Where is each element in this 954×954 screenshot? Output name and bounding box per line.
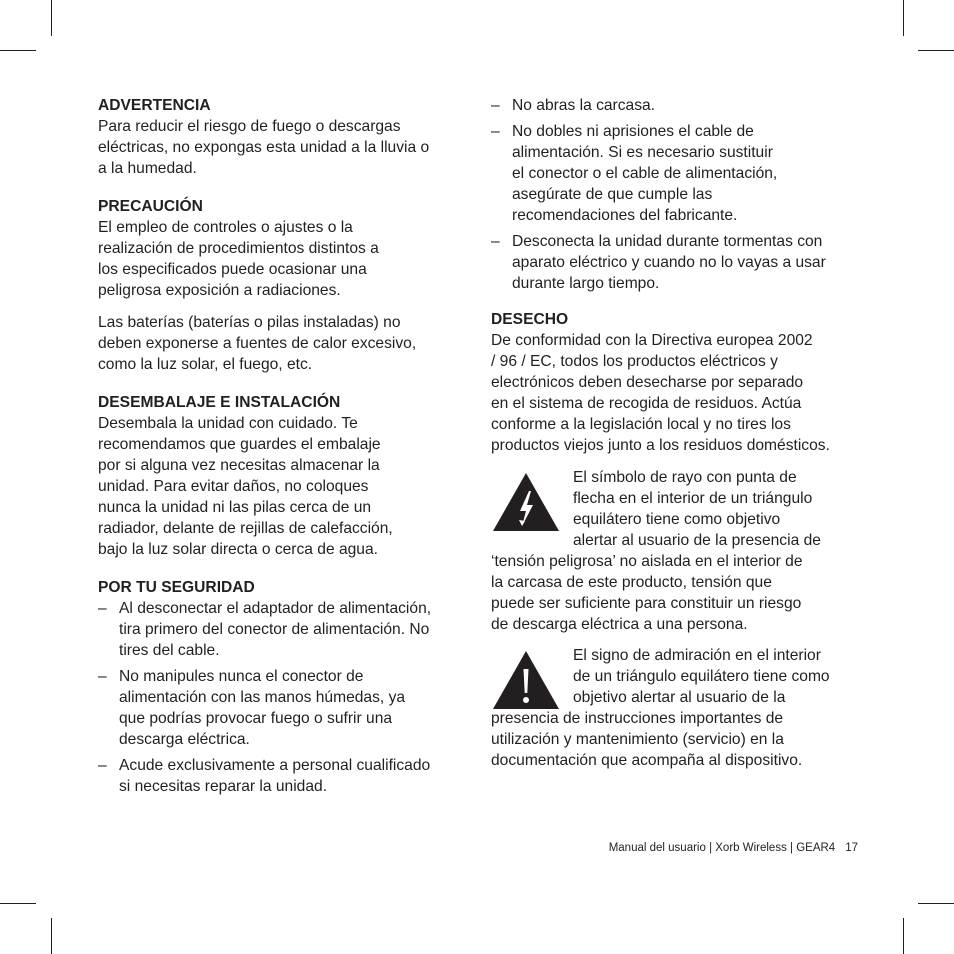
list-item-text: No dobles ni aprisiones el cable de alimentación. Si es necesario sustituir el conector o el cable de alimentación, asegúrate de que cumple las recomendaciones del fabricante. bbox=[512, 123, 778, 224]
crop-mark bbox=[0, 903, 36, 904]
crop-mark bbox=[903, 0, 904, 36]
list-item bbox=[491, 231, 861, 294]
section-body: Para reducir el riesgo de fuego o descargas eléctricas, no expongas esta unidad a la lluvia o a la humedad. bbox=[98, 118, 430, 177]
dash-bullet: – bbox=[491, 233, 500, 250]
list-item bbox=[98, 598, 468, 661]
right-column bbox=[491, 95, 861, 781]
section-body: De conformidad con la Directiva europea 2002 / 96 / EC, todos los productos eléctricos y electrónicos deben desecharse por separado en el sistema de recogida de residuos. Actúa conforme a la legislación local y no tires los productos viejos junto a los residuos domésticos. bbox=[491, 332, 830, 454]
lightning-triangle-icon bbox=[491, 471, 561, 533]
dash-bullet: – bbox=[98, 757, 107, 774]
section-precaucion bbox=[98, 196, 468, 301]
section-heading: DESECHO bbox=[491, 311, 569, 328]
list-item bbox=[491, 121, 861, 226]
list-item-text: Desconecta la unidad durante tormentas con aparato eléctrico y cuando no lo vayas a usar durante largo tiempo. bbox=[512, 233, 826, 292]
crop-mark bbox=[51, 918, 52, 954]
safety-list bbox=[98, 598, 468, 797]
section-body: Las baterías (baterías o pilas instaladas) no deben exponerse a fuentes de calor excesivo, como la luz solar, el fuego, etc. bbox=[98, 314, 417, 373]
dash-bullet: – bbox=[491, 97, 500, 114]
list-item-text: Acude exclusivamente a personal cualificado si necesitas reparar la unidad. bbox=[119, 757, 431, 795]
section-body: Desembala la unidad con cuidado. Te recomendamos que guardes el embalaje por si alguna vez necesitas almacenar la unidad. Para evitar daños, no coloques nunca la unidad ni las pilas cerca de un radiador, delante de rejillas de calefacción, bajo la luz solar directa o cerca de agua. bbox=[98, 415, 393, 558]
section-heading: ADVERTENCIA bbox=[98, 97, 211, 114]
dash-bullet: – bbox=[491, 123, 500, 140]
notice-text-indented: El signo de admiración en el interior de un triángulo equilátero tiene como objetivo alertar al usuario de la bbox=[573, 647, 830, 706]
notice-text-indented: El símbolo de rayo con punta de flecha en el interior de un triángulo equilátero tiene como objetivo alertar al usuario de la presencia de bbox=[573, 469, 821, 549]
list-item bbox=[98, 755, 468, 797]
section-heading: POR TU SEGURIDAD bbox=[98, 579, 255, 596]
safety-list-continued bbox=[491, 95, 861, 294]
section-body: El empleo de controles o ajustes o la realización de procedimientos distintos a los especificados puede ocasionar una peligrosa exposición a radiaciones. bbox=[98, 219, 379, 299]
notice-text: presencia de instrucciones importantes de utilización y mantenimiento (servicio) en la documentación que acompaña al dispositivo. bbox=[491, 710, 803, 769]
exclamation-triangle-icon bbox=[491, 649, 561, 711]
section-advertencia bbox=[98, 95, 468, 179]
footer-text: Manual del usuario | Xorb Wireless | GEAR4 bbox=[608, 842, 836, 854]
crop-mark bbox=[918, 903, 954, 904]
crop-mark bbox=[903, 918, 904, 954]
crop-mark bbox=[51, 0, 52, 36]
list-item-text: Al desconectar el adaptador de alimentación, tira primero del conector de alimentación. No tires del cable. bbox=[119, 600, 432, 659]
exclamation-notice bbox=[491, 645, 861, 771]
list-item-text: No abras la carcasa. bbox=[512, 97, 656, 114]
list-item-text: No manipules nunca el conector de alimentación con las manos húmedas, ya que podrías provocar fuego o sufrir una descarga eléctrica. bbox=[119, 668, 406, 748]
section-heading: PRECAUCIÓN bbox=[98, 198, 203, 215]
section-seguridad bbox=[98, 577, 468, 797]
section-desembalaje bbox=[98, 392, 468, 560]
list-item bbox=[491, 95, 861, 116]
list-item bbox=[98, 666, 468, 750]
dash-bullet: – bbox=[98, 668, 107, 685]
notice-text: ‘tensión peligrosa’ no aislada en el interior de la carcasa de este producto, tensión que puede ser suficiente para constituir un riesgo de descarga eléctrica a una persona. bbox=[491, 553, 803, 633]
left-column bbox=[98, 95, 468, 814]
section-heading: DESEMBALAJE E INSTALACIÓN bbox=[98, 394, 341, 411]
page-footer bbox=[609, 842, 858, 854]
dash-bullet: – bbox=[98, 600, 107, 617]
page-number: 17 bbox=[845, 842, 858, 854]
section-baterias bbox=[98, 312, 468, 375]
crop-mark bbox=[0, 50, 36, 51]
crop-mark bbox=[918, 50, 954, 51]
lightning-notice bbox=[491, 467, 861, 635]
section-desecho bbox=[491, 309, 861, 456]
